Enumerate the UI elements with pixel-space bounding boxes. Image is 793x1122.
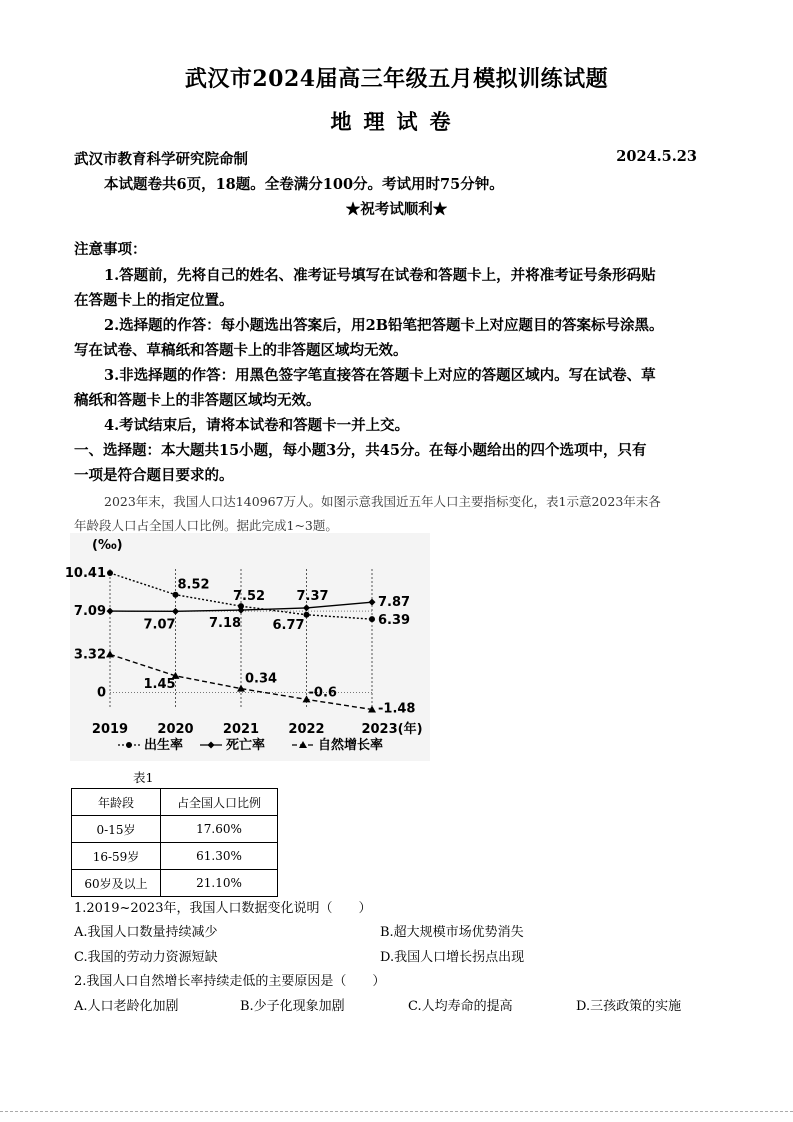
x-tick-label: 2019 bbox=[91, 722, 129, 737]
note-1-line1: 1.答题前，先将自己的姓名、准考证号填写在试卷和答题卡上，并将准考证号条形码贴 bbox=[104, 267, 656, 284]
exam-intro: 本试题卷共6页，18题。全卷满分100分。考试用时75分钟。 bbox=[104, 176, 504, 193]
table-cell: 61.30% bbox=[161, 843, 278, 870]
legend-label: 出生率 bbox=[144, 738, 184, 753]
y-tick-label: 7.09 bbox=[73, 604, 106, 620]
passage-line1: 2023年末，我国人口达140967万人。如图示意我国近五年人口主要指标变化，表1示意2023年末各 bbox=[104, 494, 661, 509]
x-tick-label: 2021 bbox=[222, 722, 260, 737]
exam-title: 武汉市2024届高三年级五月模拟训练试题 bbox=[184, 66, 609, 92]
data-label-death: 7.07 bbox=[143, 617, 176, 633]
note-4: 4.考试结束后，请将本试卷和答题卡一并上交。 bbox=[104, 417, 410, 434]
table-cell: 21.10% bbox=[161, 870, 278, 897]
note-1-line2: 在答题卡上的指定位置。 bbox=[74, 292, 234, 309]
question-1-option-b: B.超大规模市场优势消失 bbox=[380, 925, 524, 940]
data-label-death: 7.37 bbox=[296, 588, 329, 604]
x-tick-label: 2020 bbox=[157, 722, 194, 737]
table-cell: 60岁及以上 bbox=[72, 870, 161, 897]
section-1-line2: 一项是符合题目要求的。 bbox=[74, 467, 234, 484]
data-label-death: 7.87 bbox=[378, 595, 411, 611]
data-label-natural: -0.6 bbox=[308, 685, 337, 701]
data-point bbox=[369, 616, 375, 622]
data-label-birth: 6.39 bbox=[378, 613, 411, 629]
table-header-cell: 年龄段 bbox=[72, 789, 161, 816]
question-2-stem: 2.我国人口自然增长率持续走低的主要原因是（ ） bbox=[74, 974, 386, 989]
question-1-stem: 1.2019~2023年，我国人口数据变化说明（ ） bbox=[74, 901, 372, 916]
exam-subtitle: 地理试卷 bbox=[330, 109, 463, 134]
population-chart bbox=[64, 533, 430, 761]
legend-label: 死亡率 bbox=[226, 738, 266, 753]
issuer: 武汉市教育科学研究院命制 bbox=[74, 151, 248, 168]
data-label-birth: 8.52 bbox=[177, 577, 210, 593]
question-2-option-c: C.人均寿命的提高 bbox=[408, 999, 513, 1014]
table-cell: 17.60% bbox=[161, 816, 278, 843]
exam-date: 2024.5.23 bbox=[616, 148, 697, 165]
table-row bbox=[72, 870, 278, 897]
data-label-death: 7.18 bbox=[209, 616, 242, 632]
data-label-natural: 1.45 bbox=[143, 676, 176, 692]
table-row bbox=[72, 843, 278, 870]
question-2-option-a: A.人口老龄化加剧 bbox=[74, 999, 179, 1014]
y-tick-label: 0 bbox=[96, 685, 106, 701]
page-divider bbox=[0, 1111, 793, 1112]
question-1-option-c: C.我国的劳动力资源短缺 bbox=[74, 950, 218, 965]
data-label-natural: -1.48 bbox=[378, 701, 416, 717]
data-point bbox=[107, 570, 113, 576]
y-tick-label: 3.32 bbox=[73, 647, 106, 663]
note-3-line1: 3.非选择题的作答：用黑色签字笔直接答在答题卡上对应的答题区域内。写在试卷、草 bbox=[104, 367, 656, 384]
good-luck: ★祝考试顺利★ bbox=[345, 201, 448, 218]
table-cell: 0-15岁 bbox=[72, 816, 161, 843]
question-1-option-a: A.我国人口数量持续减少 bbox=[74, 925, 218, 940]
table-cell: 16-59岁 bbox=[72, 843, 161, 870]
x-tick-label: 2022 bbox=[288, 722, 325, 737]
note-2-line2: 写在试卷、草稿纸和答题卡上的非答题区域均无效。 bbox=[74, 342, 408, 359]
data-label-natural: 0.34 bbox=[245, 671, 278, 687]
question-2-option-b: B.少子化现象加剧 bbox=[240, 999, 345, 1014]
question-1-option-d: D.我国人口增长拐点出现 bbox=[380, 950, 525, 965]
legend-label: 自然增长率 bbox=[318, 738, 384, 753]
table-header-row bbox=[72, 789, 278, 816]
question-2-option-d: D.三孩政策的实施 bbox=[576, 999, 682, 1014]
x-tick-label: 2023(年) bbox=[361, 722, 423, 737]
table-caption: 表1 bbox=[133, 770, 154, 785]
legend-marker bbox=[126, 742, 132, 748]
y-tick-label: 10.41 bbox=[64, 566, 106, 581]
passage-line2: 年龄段人口占全国人口比例。据此完成1~3题。 bbox=[74, 518, 338, 533]
age-structure-table bbox=[71, 788, 278, 897]
table-header-cell: 占全国人口比例 bbox=[161, 789, 278, 816]
table-row bbox=[72, 816, 278, 843]
note-2-line1: 2.选择题的作答：每小题选出答案后，用2B铅笔把答题卡上对应题目的答案标号涂黑。 bbox=[104, 317, 664, 334]
data-label-birth: 7.52 bbox=[233, 589, 266, 605]
note-3-line2: 稿纸和答题卡上的非答题区域均无效。 bbox=[74, 392, 321, 409]
notes-heading: 注意事项： bbox=[74, 241, 147, 258]
y-axis-unit: (‰) bbox=[92, 538, 123, 553]
section-1-line1: 一、选择题：本大题共15小题，每小题3分，共45分。在每小题给出的四个选项中，只有 bbox=[74, 442, 647, 459]
data-label-extra: 6.77 bbox=[272, 617, 305, 633]
